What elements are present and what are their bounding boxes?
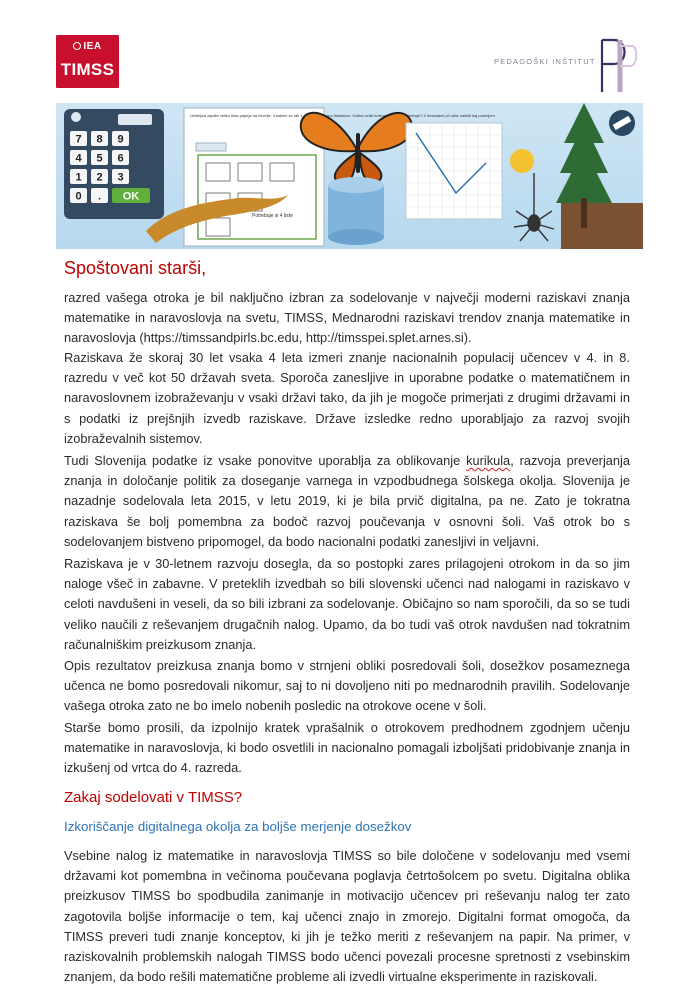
keypad-key-label: .	[97, 190, 102, 203]
paragraph-slovenia: Tudi Slovenija podatke iz vsake ponovitve uporablja za oblikovanje kurikula, razvoja preverjanja znanja in določanje politik za doseganje varnega in vzpodbudnega šolskega okolja. Slovenija je nazadnje sodelovala leta 2015, v letu 2019, ki je bila prvič digitalna, pa ne. Zato je tokratna raziskava še bolj pomembna za bodoč razvoj poučevanja v osnovni šoli. Vaš otrok bo s sodelovanjem bistveno pripomogel, da bodo nacionalni podatki zanesljivi in veljavni.	[64, 453, 630, 549]
paragraph-about-survey: Raziskava že skoraj 30 let vsaka 4 leta izmeri znanje nacionalnih populacij učencev v 4. in 8. razredu v več kot 50 državah sveta. Sporoča zanesljive in uporabne podatke o matematičnem in naravoslovnem izobraževanju v vsaki državi tako, da jih je mogoče primerjati z drugimi državami in s podatki iz prejšnjih izvedb raziskave. Države izsledke redno uporabljajo za razvoj svojih izobraževalnih sistemov.	[64, 350, 630, 446]
timss-name: TIMSS	[60, 60, 115, 79]
keypad-key-label: 2	[96, 171, 103, 184]
task-text: Učiteljica zapiše veliko tista papirja na čevelje. Vsakem so rali 1 učencev da smo tiskalnice. Kolika veliki kritica papirja je potrebuje? Z besedami pil oblic zaščiti kaj pomrijem	[190, 113, 495, 118]
move-icon	[71, 112, 81, 122]
task-footer: Potrebuje si 4 liste	[252, 213, 293, 219]
institute-name: PEDAGOŠKI INŠTITUT	[494, 57, 596, 66]
keypad-key-label: 8	[96, 133, 103, 146]
letter-greeting: Spoštovani starši,	[64, 258, 207, 278]
keypad-key-label: 4	[75, 152, 82, 165]
keypad-key-label: 0	[75, 190, 82, 203]
spellcheck-word: kurikula	[466, 453, 511, 468]
keypad-display	[118, 114, 152, 125]
timss-logo	[56, 35, 119, 88]
keypad-key-label: 9	[117, 133, 124, 146]
banner-illustration	[56, 103, 643, 249]
section-heading: Zakaj sodelovati v TIMSS?	[64, 789, 243, 806]
iea-globe-icon	[73, 42, 81, 50]
keypad-key-label: 7	[75, 133, 82, 146]
pedagoski-institut-logo	[598, 36, 638, 94]
paragraph-results: Opis rezultatov preizkusa znanja bomo v strnjeni obliki posredovali šoli, dosežkov posameznega učenca ne bomo posredovali nikomur, saj to ni dovoljeno niti po mednarodnih pravilih. Sodelovanje vašega otroka zato ne bo imelo nobenih posledic na otrokove ocene v šoli.	[64, 658, 630, 714]
banner-svg	[56, 103, 643, 249]
cylinder-illustration	[328, 177, 384, 245]
paragraph-intro: razred vašega otroka je bil naključno izbran za sodelovanje v največji moderni raziskavi znanja matematike in naravoslovja na svetu, TIMSS, Mednarodni raziskavi trendov znanja matematike in naravoslovja (https://timssandpirls.bc.edu, http://timsspei.splet.arnes.si).	[64, 290, 630, 346]
keypad-key-label: 1	[75, 171, 82, 184]
paragraph-questionnaire: Starše bomo prosili, da izpolnijo kratek vprašalnik o otrokovem predhodnem zgodnjem učenju matematike in naravoslovja, ki bodo osvetlili in nacionalno pomagali izboljšati pridobivanje znanja in izkušenj od vrtca do 4. razreda.	[64, 720, 630, 776]
subsection-heading: Izkoriščanje digitalnega okolja za boljše merjenje dosežkov	[64, 819, 412, 834]
spider-illustration	[514, 173, 554, 241]
keypad-key-label: 5	[96, 152, 103, 165]
sun-icon	[510, 149, 534, 173]
paragraph-child-friendly: Raziskava je v 30-letnem razvoju dosegla, da so postopki zares prilagojeni otrokom in da so jim naloge všeč in zabavne. V preteklih izvedbah so bili slovenski učenci nad nalogami in raziskavo v celoti navdušeni in veseli, da so bili izbrani za sodelovanje. Običajno so nam sporočili, da so se tudi veliko naučili z reševanjem drugačnih nalog. Upamo, da bo tudi vaš otrok navdušen nad tokratnim računalniškim preizkusom znanja.	[64, 556, 630, 652]
keypad-key-label: 3	[117, 171, 124, 184]
paragraph-digital: Vsebine nalog iz matematike in naravoslovja TIMSS so bile določene v sodelovanju med vsemi državami kot pomembna in večinoma poučevana poglavja četrtošolcem po svetu. Digitalna oblika preizkusov TIMSS bo spodbudila zanimanje in motivacijo učencev pri reševanju nalog ter zato zagotovila boljše informacije o tem, kaj učenci znajo in zmorejo. Digitalni format omogoča, da TIMSS preveri tudi znanje konceptov, ki jih je težko meriti z reševanjem na papir. Na primer, v raziskovalnih problemskih nalogah TIMSS bodo učenci povezali procesne spretnosti z vsebinskim znanjem, da bodo rešili matematične probleme ali izvedli virtualne eksperimente in raziskovali.	[64, 848, 630, 985]
keypad-key-label: 6	[117, 152, 124, 165]
keypad-key-label: OK	[122, 190, 140, 203]
ruler-tool-icon	[609, 110, 635, 136]
iea-label: IEA	[83, 41, 102, 52]
tool-buttons	[196, 143, 226, 151]
